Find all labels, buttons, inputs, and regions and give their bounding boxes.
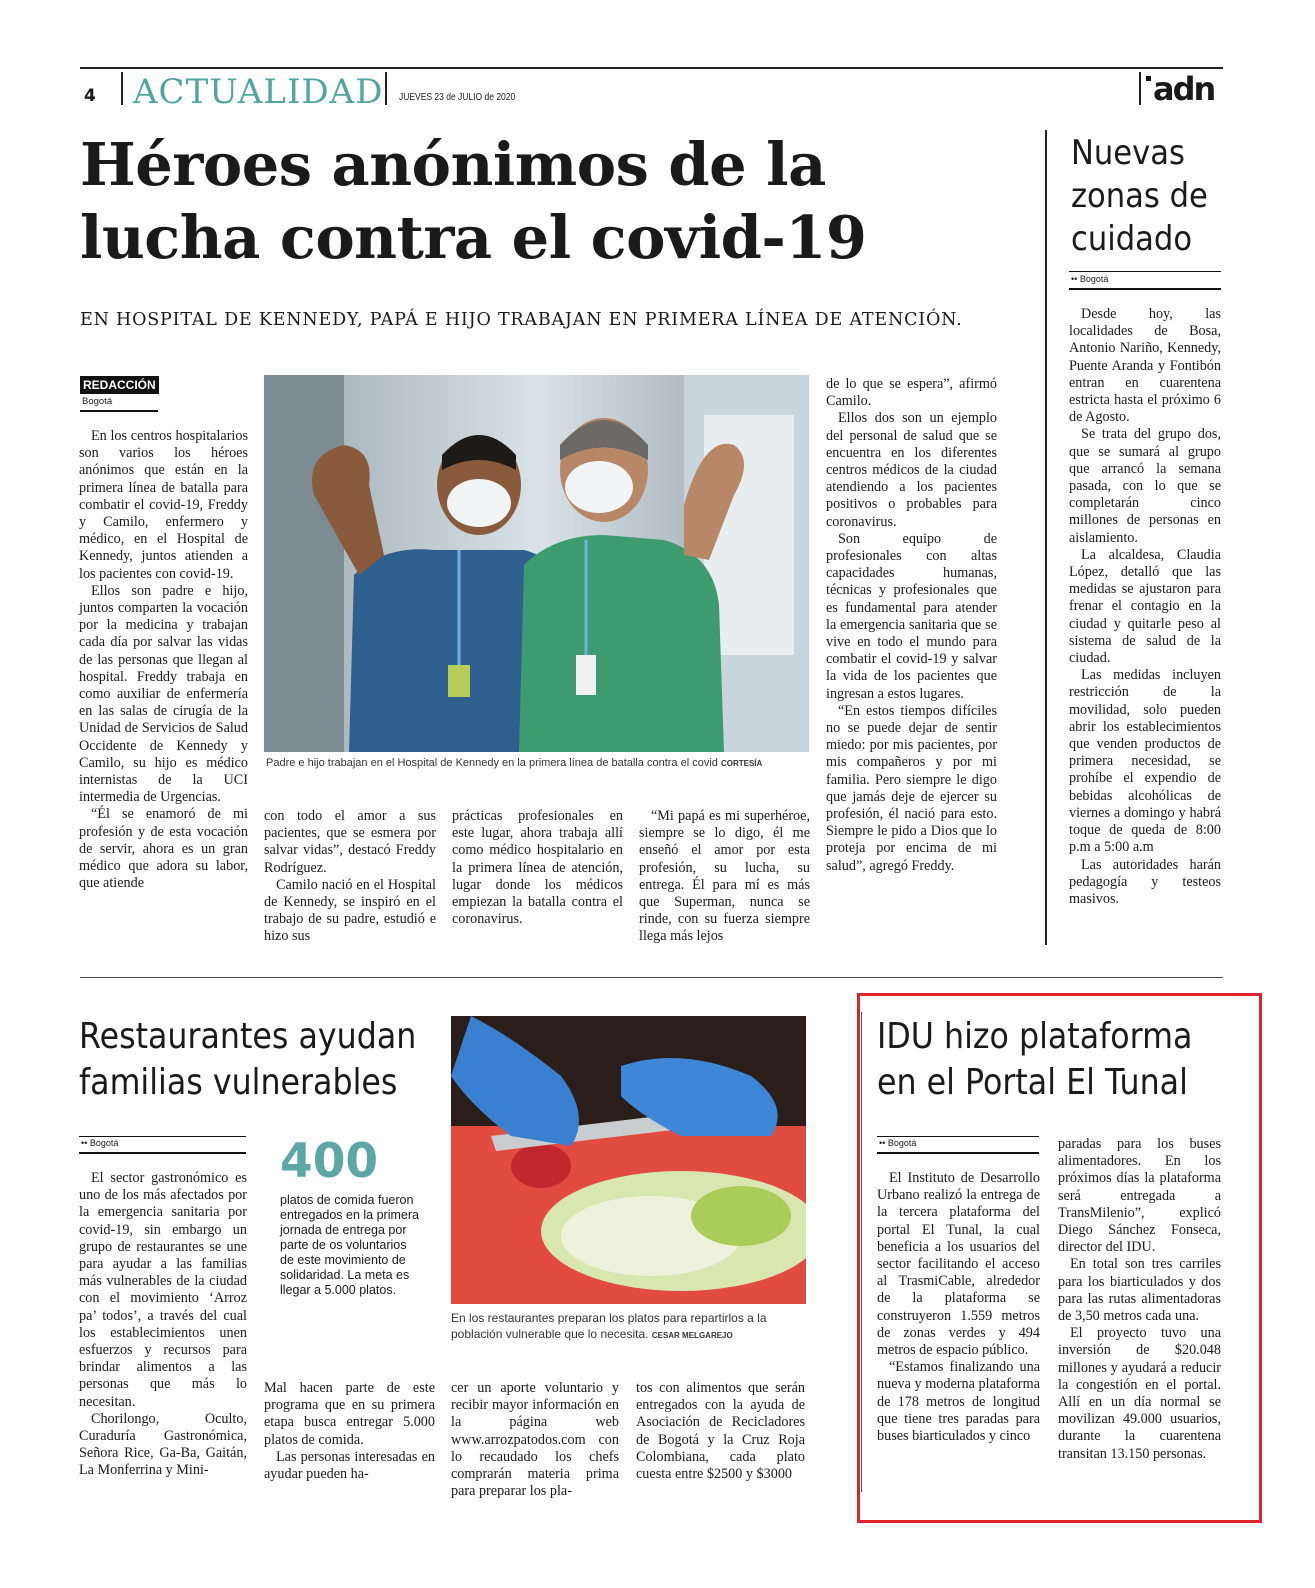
- byline-rule: [80, 410, 158, 412]
- logo-mark-icon: [1146, 76, 1151, 81]
- sidebar-column: [1069, 306, 1221, 908]
- idu-headline: [877, 1014, 1211, 1106]
- photo-credit: CESAR MELGAREJO: [651, 1331, 733, 1340]
- paragraph: Ellos son padre e hijo, juntos comparten la vocación por la medicina y trabajan cada día por salvar las vidas de las personas que llegan al hospital. Freddy trabaja en como auxiliar de enfermería en las salas de cirugía de la Unidad de Servicios de Salud Occidente de Kennedy y Camilo, su hijo es médico internistas de la UCI intermedia de Urgencias.: [79, 582, 248, 806]
- caption-text: población vulnerable que lo necesita.: [451, 1327, 649, 1341]
- doctors-photo-illustration: [264, 375, 809, 752]
- caption-text: Padre e hijo trabajan en el Hospital de Kennedy en la primera línea de batalla contra el covid: [266, 757, 718, 769]
- restaurants-headline: [79, 1014, 449, 1106]
- paragraph: Chorilongo, Oculto, Curaduría Gastronómica, Señora Rice, Ga-Ba, Gaitán, La Monferrina y Mini-: [79, 1410, 247, 1479]
- byline-city: Bogotá: [82, 396, 113, 407]
- headline-line: Héroes anónimos de la: [80, 130, 826, 199]
- byline-rule: [79, 1136, 246, 1137]
- section-title: ACTUALIDAD: [133, 72, 384, 112]
- food-photo-caption: [451, 1310, 806, 1344]
- paragraph: Desde hoy, las localidades de Bosa, Antonio Nariño, Kennedy, Puente Aranda y Fontibón entran en cuarentena estricta hasta el próximo 6 de Agosto.: [1069, 306, 1221, 426]
- restaurants-city: •• Bogotá: [81, 1138, 119, 1148]
- headline-line: lucha contra el covid-19: [80, 203, 867, 272]
- idu-divider: [861, 1012, 862, 1492]
- paragraph: Se trata del grupo dos, que se sumará al grupo que arrancó la semana pasada, con lo que se completarán cinco millones de personas en aislamiento.: [1069, 426, 1221, 546]
- title-line: cuidado: [1071, 219, 1193, 259]
- photo-credit: CORTESÍA: [720, 759, 763, 768]
- restaurants-column-1: [79, 1170, 247, 1480]
- article-column-1: [79, 428, 248, 892]
- article-column-4: [639, 808, 810, 946]
- adn-logo: adn: [1153, 70, 1215, 108]
- paragraph: La alcaldesa, Claudia López, detalló que las medidas se ajustaron para frenar el contagio en la ciudad y quitarle peso al sistema de salud de la ciudad.: [1069, 546, 1221, 667]
- paragraph: tos con alimentos que serán entregados con la ayuda de Asociación de Recicladores de Bogotá y la Cruz Roja Colombiana, cada plato cuesta entre $2500 y $3000: [636, 1380, 805, 1483]
- chopping-photo-illustration: [451, 1016, 806, 1304]
- paragraph: Camilo nació en el Hospital de Kennedy, se inspiró en el trabajo de su padre, estudió e hizo sus: [264, 876, 436, 945]
- article-column-5: [826, 376, 997, 875]
- paragraph: El Instituto de Desarrollo Urbano realizó la entrega de la tercera plataforma del portal El Tunal, la cual beneficia a los usuarios del sector facilitando el acceso al TrasmiCable, alrededor de la plataforma se construyeron 1.559 metros de zonas verdes y 494 metros de espacio público.: [877, 1170, 1040, 1359]
- paragraph: El proyecto tuvo una inversión de $20.048 millones y ayudará a reducir la congestión en el portal. Allí en un día normal se movilizan 49.000 usuarios, durante la cuarentena transitan 13.150 personas.: [1058, 1325, 1221, 1462]
- idu-city: •• Bogotá: [879, 1138, 917, 1148]
- idu-column-2: [1058, 1136, 1221, 1463]
- city-label: Bogotá: [89, 1138, 119, 1148]
- byline-rule: [877, 1152, 1039, 1154]
- sidebar-rule: [1069, 288, 1221, 290]
- main-headline: [80, 128, 1020, 274]
- header-divider: [121, 72, 123, 105]
- caption-text: En los restaurantes preparan los platos para repartirlos a la: [451, 1311, 767, 1325]
- byline-rule: [877, 1136, 1039, 1137]
- paragraph: “Él se enamoró de mi profesión y de esta vocación de servir, ahora es un gran médico que adora su labor, que atiende: [79, 806, 248, 892]
- article-column-2: [264, 808, 436, 946]
- title-line: IDU hizo plataforma: [877, 1016, 1193, 1057]
- paragraph: En total son tres carriles para los biarticulados y dos para las rutas alimentadoras de 3,50 metros cada una.: [1058, 1256, 1221, 1325]
- section-divider: [80, 977, 1223, 978]
- title-line: en el Portal El Tunal: [877, 1062, 1188, 1103]
- paragraph: Las autoridades harán pedagogía y testeos masivos.: [1069, 856, 1221, 907]
- sidebar-city: •• Bogotá: [1071, 274, 1109, 284]
- title-line: zonas de: [1071, 176, 1208, 216]
- paragraph: El sector gastronómico es uno de los más afectados por la emergencia sanitaria por covid-19, sin embargo un grupo de restaurantes se une para ayudar a las familias más vulnerables de la ciudad con el movimiento ‘Arroz pa’ todos’, a través del cual los establecimientos unen esfuerzos y recursos para brindar alimentos a las personas que más lo necesitan.: [79, 1170, 247, 1410]
- restaurants-column-2: [264, 1380, 435, 1483]
- title-line: familias vulnerables: [79, 1062, 398, 1103]
- highlight-number: 400: [280, 1134, 379, 1189]
- paragraph: Son equipo de profesionales con altas capacidades humanas, técnicas y profesionales que es fundamental para atender la emergencia sanitaria que se vive en todo el mundo para combatir el covid-19 y salvar la vida de los pacientes que ingresan a estos lugares.: [826, 530, 997, 702]
- highlight-number-text: platos de comida fueron entregados en la primera jornada de entrega por parte de os voluntarios de este movimiento de solidaridad. La meta es llegar a 5.000 platos.: [280, 1193, 419, 1297]
- paragraph: prácticas profesionales en este lugar, ahora trabaja allí como médico hospitalario en la primera línea de atención, lugar donde los médicos empiezan la batalla contra el coronavirus.: [452, 808, 623, 928]
- paragraph: con todo el amor a sus pacientes, que se esmera por salvar vidas”, destacó Freddy Rodríguez.: [264, 808, 436, 876]
- article-column-3: [452, 808, 623, 928]
- food-photo: [451, 1016, 806, 1304]
- restaurants-column-4: [636, 1380, 805, 1483]
- paragraph: Las medidas incluyen restricción de la movilidad, solo pueden abrir los establecimientos que venden productos de primera necesidad, se prohíbe el expendio de bebidas alcohólicas de viernes a domingo y habrá toque de queda de 8:00 p.m a 5:00 a.m: [1069, 667, 1221, 856]
- main-subhead: EN HOSPITAL DE KENNEDY, PAPÁ E HIJO TRABAJAN EN PRIMERA LÍNEA DE ATENCIÓN.: [80, 310, 963, 330]
- paragraph: “Mi papá es mi superhéroe, siempre se lo digo, él me enseñó el amor por esta profesión, su lucha, su entrega. Él para mí es más que Superman, nunca se rinde, con su fuerza siempre llega más lejos: [639, 808, 810, 945]
- title-line: Restaurantes ayudan: [79, 1016, 417, 1057]
- paragraph: Ellos dos son un ejemplo del personal de salud que se encuentra en los diferentes centros médicos de la ciudad atendiendo a los pacientes positivos o probables para coronavirus.: [826, 410, 997, 530]
- top-rule: [80, 67, 1223, 69]
- paragraph: de lo que se espera”, afirmó Camilo.: [826, 376, 997, 410]
- idu-column-1: [877, 1170, 1040, 1445]
- paragraph: paradas para los buses alimentadores. En los próximos días la plataforma será entregada a TransMilenio”, explicó Diego Sánchez Fonseca, director del IDU.: [1058, 1136, 1221, 1256]
- paragraph: En los centros hospitalarios son varios los héroes anónimos que están en la primera línea de batalla para combatir el covid-19, Freddy y Camilo, enfermero y médico, en el Hospital de Kennedy, juntos atienden a los pacientes con covid-19.: [79, 428, 248, 582]
- sidebar-rule: [1069, 271, 1221, 272]
- header-divider: [385, 72, 387, 105]
- photo-caption: [266, 757, 806, 769]
- issue-date: JUEVES 23 de JULIO de 2020: [399, 92, 516, 103]
- page-number: 4: [84, 86, 96, 106]
- sidebar-title: [1071, 132, 1215, 261]
- paragraph: Las personas interesadas en ayudar pueden ha-: [264, 1448, 435, 1483]
- header-divider: [1139, 72, 1141, 105]
- restaurants-column-3: [451, 1380, 619, 1500]
- byline-rule: [79, 1152, 246, 1154]
- paragraph: cer un aporte voluntario y recibir mayor información en la página web www.arrozpatodos.com con lo recaudado los chefs comprarán materia prima para preparar los pla-: [451, 1380, 619, 1500]
- paragraph: Mal hacen parte de este programa que en su primera etapa busca entregar 5.000 platos de comida.: [264, 1380, 435, 1448]
- city-label: Bogotá: [1079, 274, 1109, 284]
- byline: REDACCIÓN: [80, 376, 159, 394]
- city-label: Bogotá: [887, 1138, 917, 1148]
- paragraph: “Estamos finalizando una nueva y moderna plataforma de 178 metros de longitud que tiene tres paradas para buses biarticulados y cinco: [877, 1359, 1040, 1445]
- paragraph: “En estos tiempos difíciles no se puede dejar de sentir miedo: por mis pacientes, por mis compañeros y por mi familia. Pero siempre le digo que jamás deje de ejercer su profesión, él nació para esto. Siempre le pido a Dios que lo proteja por encima de mi salud”, agregó Freddy.: [826, 702, 997, 874]
- hospital-photo: [264, 375, 809, 752]
- title-line: Nuevas: [1071, 133, 1185, 173]
- sidebar-divider: [1045, 130, 1047, 945]
